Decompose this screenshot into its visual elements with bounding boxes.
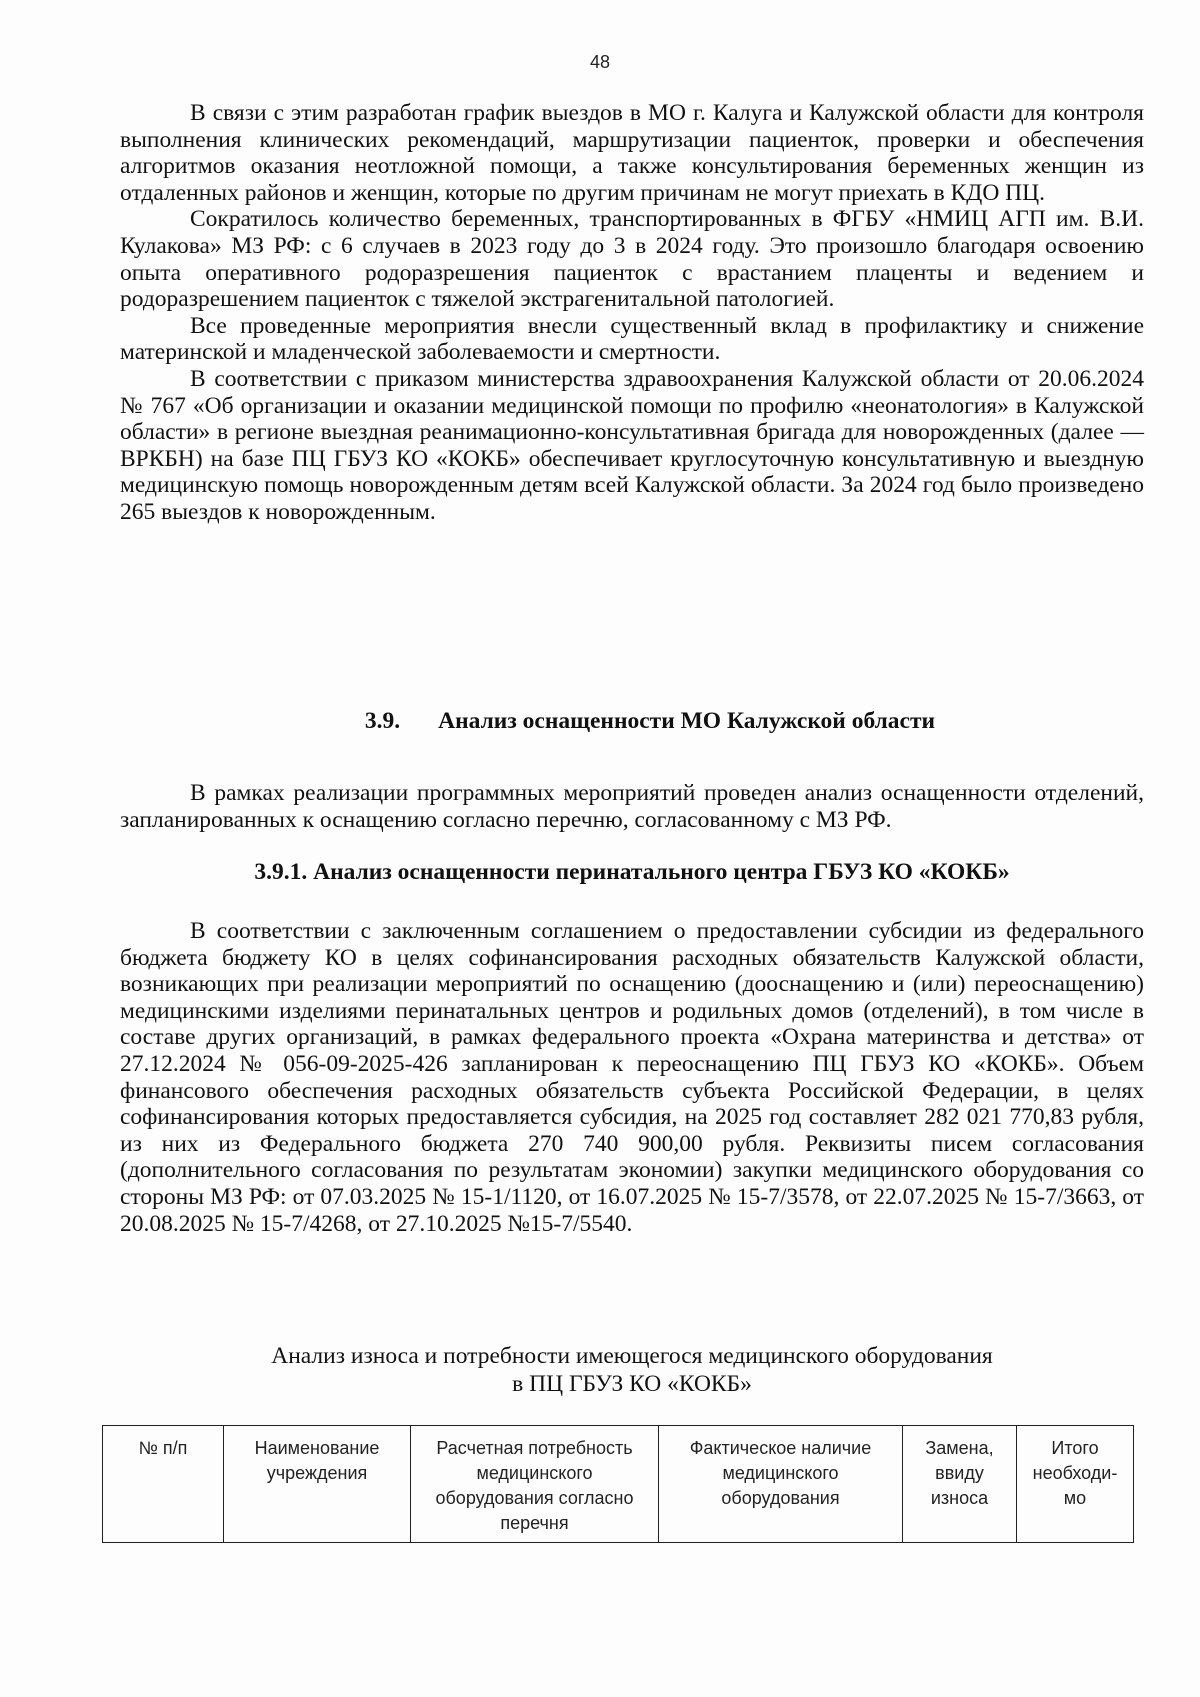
body-text-section-3-9-1	[120, 918, 1144, 1237]
table-caption-line-1: Анализ износа и потребности имеющегося медицинского оборудования	[271, 1343, 993, 1369]
equipment-table-wrapper	[102, 1425, 1134, 1543]
section-heading-3-9-1: 3.9.1. Анализ оснащенности перинатального центра ГБУЗ КО «КОКБ»	[254, 859, 1010, 885]
paragraph-transport-reduction: Сократилось количество беременных, транспортированных в ФГБУ «НМИЦ АГП им. В.И. Кулакова» МЗ РФ: с 6 случаев в 2023 году до 3 в 2024 году. Это произошло благодаря освоению опыта оперативного родоразрешения пациенток с врастанием плаценты и ведением и родоразрешением пациенток с тяжелой экстрагенитальной патологией.	[120, 206, 1144, 313]
header-cell-replacement: Замена, ввиду износа	[903, 1426, 1017, 1543]
header-cell-number: № п/п	[103, 1426, 224, 1543]
header-cell-total-needed: Итого необходи-мо	[1017, 1426, 1134, 1543]
section-number: 3.9.	[364, 708, 401, 734]
header-cell-actual-availability: Фактическое наличие медицинского оборудования	[659, 1426, 903, 1543]
paragraph-neonatal-team: В соответствии с приказом министерства здравоохранения Калужской области от 20.06.2024 № 767 «Об организации и оказании медицинской помощи по профилю «неонатология» в Калужской области» в регионе выездная реанимационно-консультативная бригада для новорожденных (далее — ВРКБН) на базе ПЦ ГБУЗ КО «КОКБ» обеспечивает круглосуточную консультативную и выездную медицинскую помощь новорожденным детям всей Калужской области. За 2024 год было произведено 265 выездов к новорожденным.	[120, 365, 1144, 525]
header-cell-estimated-need: Расчетная потребность медицинского оборудования согласно перечня	[411, 1426, 659, 1543]
body-text-top	[120, 100, 1144, 526]
paragraph-measures-contribution: Все проведенные мероприятия внесли существенный вклад в профилактику и снижение материнской и младенческой заболеваемости и смертности.	[120, 312, 1144, 366]
paragraph-subsidy-agreement: В соответствии с заключенным соглашением о предоставлении субсидии из федерального бюджета бюджету КО в целях софинансирования расходных обязательств Калужской области, возникающих при реализации мероприятий по оснащению (дооснащению и (или) переоснащению) медицинскими изделиями перинатальных центров и родильных домов (отделений), в том числе в составе других организаций, в рамках федерального проекта «Охрана материнства и детства» от 27.12.2024 № 056-09-2025-426 запланирован к переоснащению ПЦ ГБУЗ КО «КОКБ». Объем финансового обеспечения расходных обязательств субъекта Российской Федерации, в целях софинансирования которых предоставляется субсидия, на 2025 год составляет 282 021 770,83 рубля, из них из Федерального бюджета 270 740 900,00 рубля. Реквизиты писем согласования (дополнительного согласования по результатам экономии) закупки медицинского оборудования со стороны МЗ РФ: от 07.03.2025 № 15-1/1120, от 16.07.2025 № 15-7/3578, от 22.07.2025 № 15-7/3663, от 20.08.2025 № 15-7/4268, от 27.10.2025 №15-7/5540.	[120, 918, 1144, 1237]
section-heading-3-9	[120, 707, 1144, 735]
paragraph-visit-schedule: В связи с этим разработан график выездов в МО г. Калуга и Калужской области для контроля выполнения клинических рекомендаций, маршрутизации пациенток, проверки и обеспечения алгоритмов оказания неотложной помощи, а также консультирования беременных женщин из отдаленных районов и женщин, которые по другим причинам не могут приехать в КДО ПЦ.	[120, 100, 1144, 206]
paragraph-equipment-analysis: В рамках реализации программных мероприятий проведен анализ оснащенности отделений, запланированных к оснащению согласно перечню, согласованному с МЗ РФ.	[120, 780, 1144, 833]
table-caption	[120, 1342, 1144, 1398]
page-number: 48	[589, 52, 611, 72]
table-caption-line-2: в ПЦ ГБУЗ КО «КОКБ»	[512, 1371, 752, 1397]
table-header-row	[103, 1426, 1134, 1543]
header-cell-institution: Наименование учреждения	[224, 1426, 411, 1543]
equipment-table	[102, 1425, 1134, 1543]
section-title: Анализ оснащенности МО Калужской области	[438, 708, 936, 734]
body-text-section-3-9	[120, 780, 1144, 833]
